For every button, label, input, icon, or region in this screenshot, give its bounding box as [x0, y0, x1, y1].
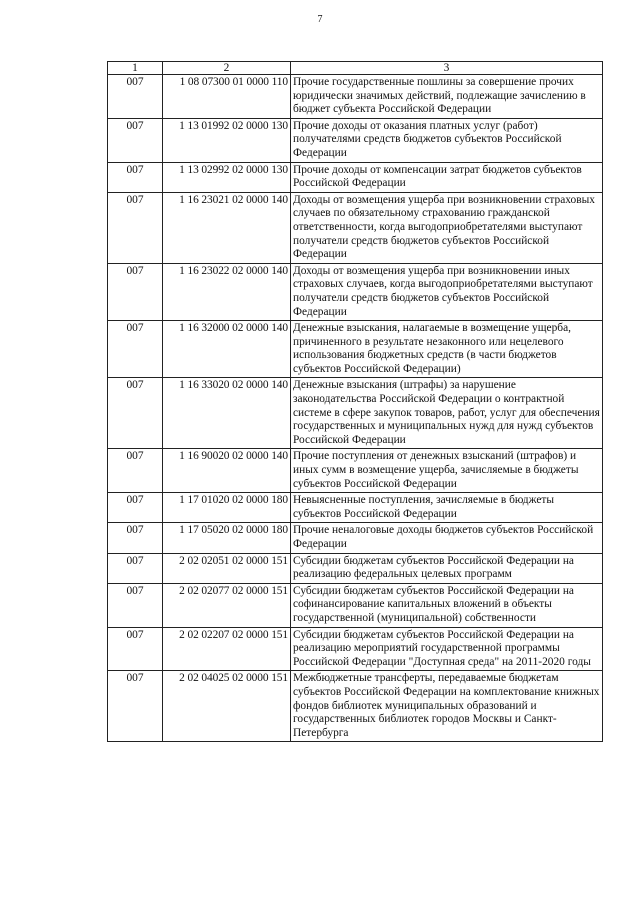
table-row — [108, 449, 603, 493]
budget-code-cell: 2 02 02207 02 0000 151 — [163, 627, 291, 671]
table-row — [108, 192, 603, 263]
description-cell: Денежные взыскания, налагаемые в возмещение ущерба, причиненного в результате незаконного или нецелевого использования бюджетных средств (в части бюджетов субъектов Российской Федерации) — [291, 321, 603, 378]
budget-code-cell: 2 02 02051 02 0000 151 — [163, 553, 291, 583]
budget-code-cell: 1 08 07300 01 0000 110 — [163, 75, 291, 119]
column-header-2: 2 — [163, 62, 291, 75]
budget-code-cell: 2 02 02077 02 0000 151 — [163, 583, 291, 627]
description-cell: Денежные взыскания (штрафы) за нарушение законодательства Российской Федерации о контрактной системе в сфере закупок товаров, работ, услуг для обеспечения государственных и муниципальных нужд для нужд субъектов Российской Федерации — [291, 378, 603, 449]
budget-code-cell: 1 16 23021 02 0000 140 — [163, 192, 291, 263]
admin-code-cell: 007 — [108, 263, 163, 320]
table-row — [108, 493, 603, 523]
description-cell: Прочие государственные пошлины за совершение прочих юридически значимых действий, подлежащие зачислению в бюджет субъекта Российской Федерации — [291, 75, 603, 119]
column-header-3: 3 — [291, 62, 603, 75]
description-cell: Доходы от возмещения ущерба при возникновении иных страховых случаев, когда выгодоприобретателями выступают получатели средств бюджетов субъектов Российской Федерации — [291, 263, 603, 320]
admin-code-cell: 007 — [108, 118, 163, 162]
admin-code-cell: 007 — [108, 583, 163, 627]
budget-code-cell: 1 16 33020 02 0000 140 — [163, 378, 291, 449]
admin-code-cell: 007 — [108, 321, 163, 378]
description-cell: Прочие доходы от оказания платных услуг (работ) получателями средств бюджетов субъектов Российской Федерации — [291, 118, 603, 162]
table-row — [108, 75, 603, 119]
table-row — [108, 671, 603, 742]
budget-code-cell: 1 17 05020 02 0000 180 — [163, 523, 291, 553]
table-row — [108, 263, 603, 320]
description-cell: Прочие доходы от компенсации затрат бюджетов субъектов Российской Федерации — [291, 162, 603, 192]
budget-code-cell: 1 13 01992 02 0000 130 — [163, 118, 291, 162]
description-cell: Прочие неналоговые доходы бюджетов субъектов Российской Федерации — [291, 523, 603, 553]
admin-code-cell: 007 — [108, 449, 163, 493]
description-cell: Субсидии бюджетам субъектов Российской Федерации на реализацию мероприятий государственной программы Российской Федерации "Доступная среда" на 2011-2020 годы — [291, 627, 603, 671]
admin-code-cell: 007 — [108, 162, 163, 192]
admin-code-cell: 007 — [108, 627, 163, 671]
budget-code-cell: 2 02 04025 02 0000 151 — [163, 671, 291, 742]
income-codes-table — [107, 61, 603, 742]
table-row — [108, 378, 603, 449]
table-header — [108, 62, 603, 75]
table-row — [108, 583, 603, 627]
table-row — [108, 553, 603, 583]
admin-code-cell: 007 — [108, 523, 163, 553]
table-row — [108, 523, 603, 553]
table-row — [108, 627, 603, 671]
description-cell: Невыясненные поступления, зачисляемые в бюджеты субъектов Российской Федерации — [291, 493, 603, 523]
column-header-1: 1 — [108, 62, 163, 75]
description-cell: Прочие поступления от денежных взысканий (штрафов) и иных сумм в возмещение ущерба, зачисляемые в бюджеты субъектов Российской Федерации — [291, 449, 603, 493]
description-cell: Субсидии бюджетам субъектов Российской Федерации на реализацию федеральных целевых программ — [291, 553, 603, 583]
table-body — [108, 75, 603, 742]
admin-code-cell: 007 — [108, 671, 163, 742]
description-cell: Межбюджетные трансферты, передаваемые бюджетам субъектов Российской Федерации на комплектование книжных фондов библиотек муниципальных образований и государственных библиотек городов Москвы и Санкт-Петербурга — [291, 671, 603, 742]
table-row — [108, 162, 603, 192]
table-row — [108, 321, 603, 378]
admin-code-cell: 007 — [108, 75, 163, 119]
table-row — [108, 118, 603, 162]
budget-code-cell: 1 16 23022 02 0000 140 — [163, 263, 291, 320]
admin-code-cell: 007 — [108, 192, 163, 263]
budget-code-cell: 1 16 32000 02 0000 140 — [163, 321, 291, 378]
page-number: 7 — [317, 14, 323, 25]
admin-code-cell: 007 — [108, 493, 163, 523]
description-cell: Субсидии бюджетам субъектов Российской Федерации на софинансирование капитальных вложений в объекты государственной (муниципальной) собственности — [291, 583, 603, 627]
budget-code-cell: 1 16 90020 02 0000 140 — [163, 449, 291, 493]
budget-code-cell: 1 17 01020 02 0000 180 — [163, 493, 291, 523]
admin-code-cell: 007 — [108, 553, 163, 583]
header-row — [108, 62, 603, 75]
budget-code-cell: 1 13 02992 02 0000 130 — [163, 162, 291, 192]
admin-code-cell: 007 — [108, 378, 163, 449]
description-cell: Доходы от возмещения ущерба при возникновении страховых случаев по обязательному страхованию гражданской ответственности, когда выгодоприобретателями выступают получатели средств бюджетов субъектов Российской Федерации — [291, 192, 603, 263]
